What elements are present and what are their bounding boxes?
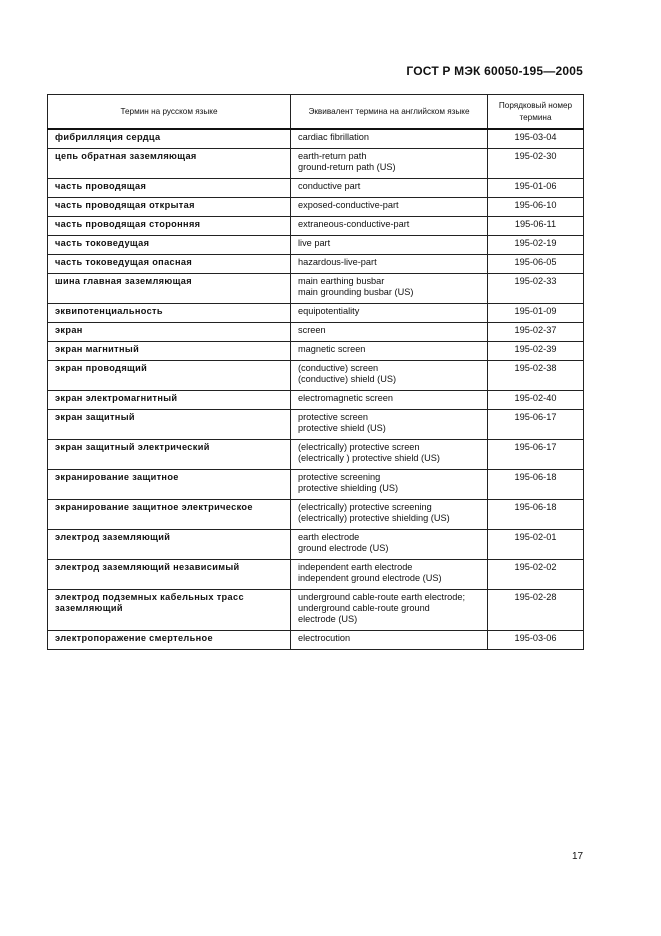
table-row	[48, 129, 584, 149]
serial-number: 195-06-11	[488, 217, 584, 236]
english-equivalent	[291, 560, 488, 590]
table-row	[48, 323, 584, 342]
russian-term: экран	[48, 323, 291, 342]
english-equivalent	[291, 342, 488, 361]
russian-term: электропоражение смертельное	[48, 631, 291, 650]
russian-term: экранирование защитное	[48, 470, 291, 500]
english-equivalent	[291, 255, 488, 274]
english-equivalent-line: ground-return path (US)	[298, 162, 396, 172]
serial-number: 195-06-10	[488, 198, 584, 217]
table-row	[48, 361, 584, 391]
russian-term: экран электромагнитный	[48, 391, 291, 410]
serial-number: 195-02-40	[488, 391, 584, 410]
english-equivalent-line: exposed-conductive-part	[298, 200, 399, 210]
english-equivalent-line: earth electrode	[298, 532, 360, 542]
english-equivalent	[291, 274, 488, 304]
english-equivalent-line: protective screening	[298, 472, 381, 482]
english-equivalent-line: protective screen	[298, 412, 368, 422]
english-equivalent-line: electrocution	[298, 633, 351, 643]
english-equivalent	[291, 179, 488, 198]
english-equivalent	[291, 410, 488, 440]
english-equivalent-line: equipotentiality	[298, 306, 360, 316]
serial-number: 195-02-39	[488, 342, 584, 361]
table-row	[48, 179, 584, 198]
english-equivalent-line: earth-return path	[298, 151, 367, 161]
english-equivalent	[291, 500, 488, 530]
table-row	[48, 217, 584, 236]
serial-number: 195-02-19	[488, 236, 584, 255]
english-equivalent-line: ground electrode (US)	[298, 543, 389, 553]
serial-number: 195-06-18	[488, 470, 584, 500]
english-equivalent-line: hazardous-live-part	[298, 257, 377, 267]
english-equivalent	[291, 129, 488, 149]
russian-term: фибрилляция сердца	[48, 129, 291, 149]
table-row	[48, 500, 584, 530]
serial-number: 195-02-38	[488, 361, 584, 391]
russian-term: экран защитный	[48, 410, 291, 440]
column-header-english-equivalent: Эквивалент термина на английском языке	[291, 95, 488, 130]
serial-number: 195-03-04	[488, 129, 584, 149]
english-equivalent-line: (conductive) screen	[298, 363, 379, 373]
serial-number: 195-02-01	[488, 530, 584, 560]
column-header-serial-number: Порядковый номер термина	[488, 95, 584, 130]
russian-term: экранирование защитное электрическое	[48, 500, 291, 530]
english-equivalent-line: electromagnetic screen	[298, 393, 393, 403]
russian-term: экран защитный электрический	[48, 440, 291, 470]
serial-number: 195-01-06	[488, 179, 584, 198]
english-equivalent	[291, 323, 488, 342]
table-row	[48, 470, 584, 500]
page-number: 17	[572, 851, 584, 862]
english-equivalent	[291, 391, 488, 410]
english-equivalent-line: main grounding busbar (US)	[298, 287, 414, 297]
serial-number: 195-06-17	[488, 440, 584, 470]
terms-table	[47, 94, 584, 650]
document-code: ГОСТ Р МЭК 60050-195—2005	[406, 64, 583, 78]
english-equivalent	[291, 530, 488, 560]
english-equivalent	[291, 217, 488, 236]
table-row	[48, 342, 584, 361]
serial-number: 195-06-18	[488, 500, 584, 530]
table-row	[48, 631, 584, 650]
english-equivalent	[291, 470, 488, 500]
russian-term: часть токоведущая опасная	[48, 255, 291, 274]
table-row	[48, 149, 584, 179]
serial-number: 195-02-02	[488, 560, 584, 590]
column-header-russian-term: Термин на русском языке	[48, 95, 291, 130]
russian-term: часть токоведущая	[48, 236, 291, 255]
english-equivalent-line: extraneous-conductive-part	[298, 219, 410, 229]
table-row	[48, 440, 584, 470]
english-equivalent-line: (conductive) shield (US)	[298, 374, 397, 384]
russian-term: цепь обратная заземляющая	[48, 149, 291, 179]
english-equivalent-line: independent ground electrode (US)	[298, 573, 442, 583]
russian-term: часть проводящая сторонняя	[48, 217, 291, 236]
english-equivalent-line: (electrically ) protective shield (US)	[298, 453, 440, 463]
english-equivalent-line: screen	[298, 325, 326, 335]
english-equivalent	[291, 590, 488, 631]
english-equivalent-line: (electrically) protective screen	[298, 442, 420, 452]
serial-number: 195-02-33	[488, 274, 584, 304]
english-equivalent	[291, 198, 488, 217]
english-equivalent	[291, 236, 488, 255]
english-equivalent-line: (electrically) protective shielding (US)	[298, 513, 450, 523]
english-equivalent-line: independent earth electrode	[298, 562, 413, 572]
english-equivalent-line: protective shielding (US)	[298, 483, 399, 493]
russian-term: экран магнитный	[48, 342, 291, 361]
english-equivalent	[291, 304, 488, 323]
english-equivalent-line: conductive part	[298, 181, 361, 191]
russian-term: электрод заземляющий	[48, 530, 291, 560]
table-row	[48, 198, 584, 217]
english-equivalent-line: protective shield (US)	[298, 423, 386, 433]
table-header-row	[48, 95, 584, 130]
russian-term: эквипотенциальность	[48, 304, 291, 323]
serial-number: 195-06-17	[488, 410, 584, 440]
english-equivalent-line: underground cable-route earth electrode;	[298, 592, 466, 602]
english-equivalent-line: (electrically) protective screening	[298, 502, 432, 512]
serial-number: 195-03-06	[488, 631, 584, 650]
table-row	[48, 391, 584, 410]
serial-number: 195-02-30	[488, 149, 584, 179]
russian-term: шина главная заземляющая	[48, 274, 291, 304]
table-row	[48, 304, 584, 323]
serial-number: 195-02-37	[488, 323, 584, 342]
russian-term: электрод заземляющий независимый	[48, 560, 291, 590]
russian-term: электрод подземных кабельных трасс заземляющий	[48, 590, 291, 631]
table-row	[48, 410, 584, 440]
english-equivalent	[291, 361, 488, 391]
english-equivalent	[291, 631, 488, 650]
table-row	[48, 590, 584, 631]
english-equivalent-line: magnetic screen	[298, 344, 366, 354]
english-equivalent-line: cardiac fibrillation	[298, 132, 369, 142]
table-row	[48, 530, 584, 560]
english-equivalent-line: electrode (US)	[298, 614, 358, 624]
table-row	[48, 255, 584, 274]
english-equivalent-line: live part	[298, 238, 331, 248]
table-row	[48, 236, 584, 255]
english-equivalent-line: underground cable-route ground	[298, 603, 430, 613]
serial-number: 195-02-28	[488, 590, 584, 631]
english-equivalent-line: main earthing busbar	[298, 276, 385, 286]
russian-term: часть проводящая	[48, 179, 291, 198]
russian-term: экран проводящий	[48, 361, 291, 391]
serial-number: 195-06-05	[488, 255, 584, 274]
table-row	[48, 274, 584, 304]
serial-number: 195-01-09	[488, 304, 584, 323]
russian-term: часть проводящая открытая	[48, 198, 291, 217]
table-row	[48, 560, 584, 590]
english-equivalent	[291, 149, 488, 179]
english-equivalent	[291, 440, 488, 470]
